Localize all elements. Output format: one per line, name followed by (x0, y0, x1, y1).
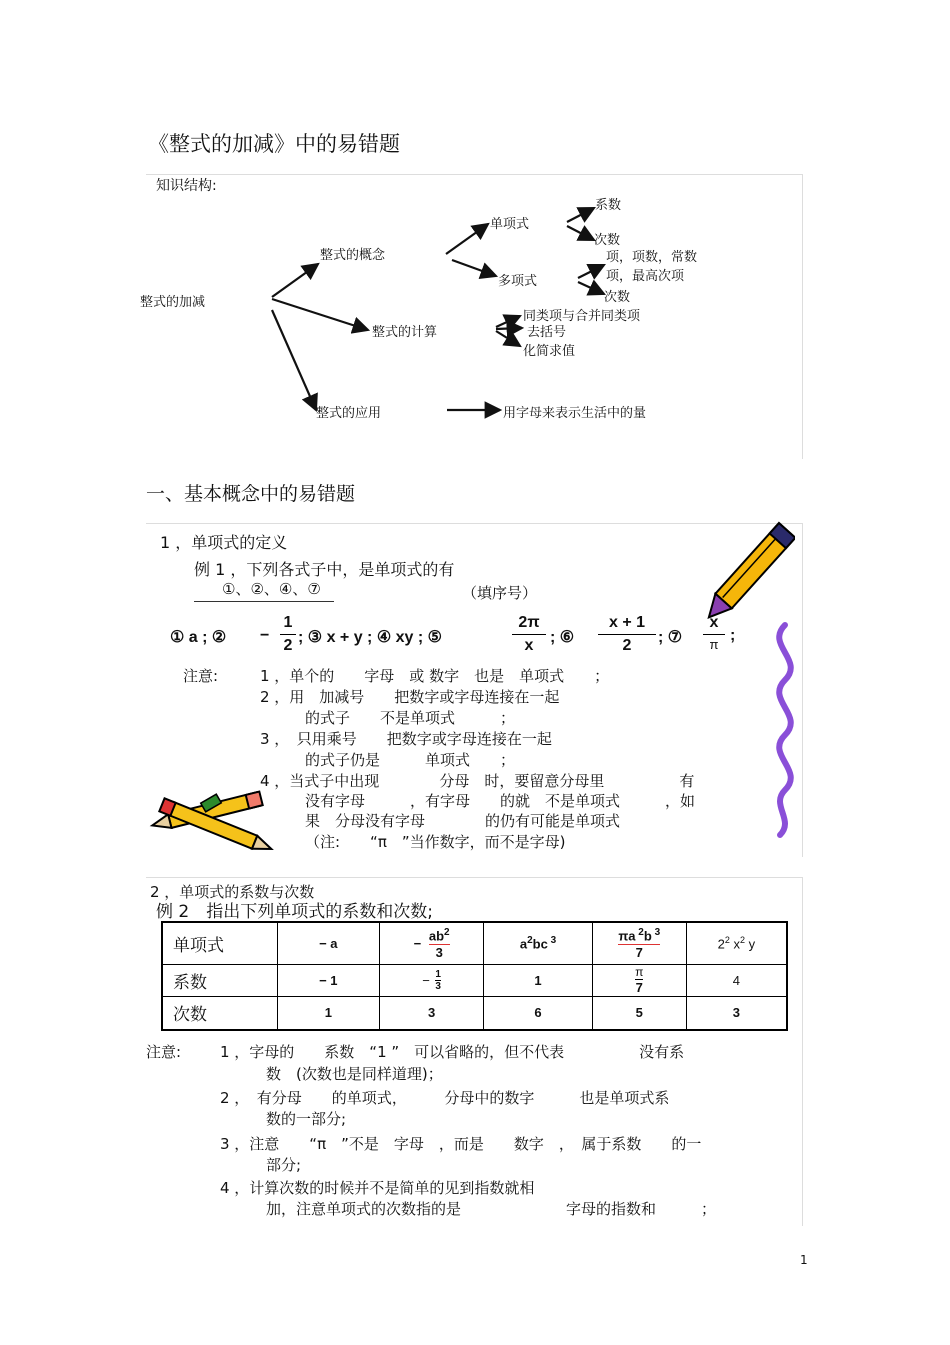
cell-monomial-4: $\frac{\pi a ^2b ^3}{7}$ (592, 922, 686, 964)
cell-degree-3: 6 (484, 996, 592, 1030)
expr-6-den: 2 (622, 637, 632, 654)
q2-note: 2 ， 有分母 的单项式， 分母中的数字 也是单项式系 (220, 1089, 670, 1107)
arrow-concept-mono (446, 224, 488, 254)
fraction-bar (512, 634, 546, 635)
q1-note-label: 注意: (183, 667, 219, 685)
node-polynomial: 多项式 (498, 274, 538, 289)
arrow-poly-terms (578, 265, 604, 278)
arrow-poly-deg (578, 282, 604, 294)
arrow-root-app (272, 310, 316, 410)
arrow-root-calc (272, 299, 368, 330)
monomial-table (161, 921, 788, 1031)
q1-note: （注: “π ”当作数字，而不是字母) (305, 833, 566, 851)
q1-fill-hint: （填序号） (462, 584, 538, 602)
expr-end: ; (730, 627, 736, 644)
page-number: 1 (800, 1253, 808, 1267)
cell-degree-5: 3 (686, 996, 787, 1030)
expr-3-5: ; ③ x + y ; ④ xy ; ⑤ (298, 629, 442, 646)
cell-monomial-2: − $\frac{ab^2}{3}$ (379, 922, 483, 964)
row-label: 单项式 (162, 922, 277, 964)
q2-example: 例 2 指出下列单项式的系数和次数; (156, 902, 433, 922)
cell-coef-4: $\frac{\pi}{7}$ (592, 964, 686, 996)
q1-note: 4 ，当式子中出现 分母 时，要留意分母里 有 (260, 772, 695, 790)
squiggle-clipart-icon (760, 620, 810, 840)
fraction-bar (280, 634, 296, 635)
expr-7-den: π (709, 637, 719, 652)
node-like-terms: 同类项与合并同类项 (523, 309, 641, 324)
q2-note: 数的一部分; (266, 1110, 347, 1128)
node-application: 整式的应用 (316, 406, 382, 421)
page-title: 《整式的加减》中的易错题 (148, 132, 400, 156)
arrow-calc-brackets (496, 328, 522, 329)
node-terms1: 项，项数，常数 (606, 250, 698, 265)
cell-degree-4: 5 (592, 996, 686, 1030)
cell-degree-1: 1 (277, 996, 379, 1030)
cell-coef-2: − $\frac{1}{3}$ (379, 964, 483, 996)
expr-2-den: 2 (283, 637, 293, 654)
q1-answer: ①、②、④、⑦ (222, 580, 321, 598)
node-terms2: 项，最高次项 (606, 269, 685, 284)
q2-note: 4 ，计算次数的时候并不是简单的见到指数就相 (220, 1179, 535, 1197)
expr-6-fraction (598, 614, 656, 655)
node-monomial: 单项式 (490, 217, 530, 232)
node-degree2: 次数 (604, 290, 631, 305)
expr-1-2: ① a ; ② (170, 629, 227, 646)
q1-note: 1 ，单个的 字母 或 数字 也是 单项式 ； (260, 667, 610, 685)
row-label: 次数 (162, 996, 277, 1030)
knowledge-label: 知识结构: (156, 178, 217, 194)
q1-note: 的式子仍是 单项式 ； (305, 751, 516, 769)
expr-6-num: x + 1 (608, 614, 646, 631)
q2-heading: 2 ，单项式的系数与次数 (150, 883, 315, 901)
section-heading: 一、基本概念中的易错题 (146, 483, 356, 505)
fraction-bar (703, 634, 725, 635)
arrow-concept-poly (452, 260, 496, 276)
cell-coef-5: 4 (686, 964, 787, 996)
cell-degree-2: 3 (379, 996, 483, 1030)
q2-note-label: 注意: (146, 1043, 182, 1061)
q1-note: 没有字母 ，有字母 的就 不是单项式 ，如 (305, 792, 696, 810)
cell-monomial-5: $2^2$ $x^2$ y (686, 922, 787, 964)
q2-note: 部分; (266, 1156, 302, 1174)
arrow-calc-simplify (496, 331, 520, 346)
cell-monomial-3: $a^2bc$ $^3$ (484, 922, 592, 964)
q2-note: 1 ，字母的 系数 “1 ” 可以省略的，但不代表 没有系 (220, 1043, 685, 1061)
arrow-mono-deg (567, 226, 594, 240)
q2-note: 数 (次数也是同样道理)； (266, 1065, 443, 1083)
expr-2-minus: − (260, 627, 270, 644)
q1-note: 果 分母没有字母 的仍有可能是单项式 (305, 812, 621, 830)
q1-answer-underline (194, 601, 334, 602)
cell-monomial-1: − a (277, 922, 379, 964)
q1-note: 的式子 不是单项式 ； (305, 709, 516, 727)
node-root: 整式的加减 (140, 295, 206, 310)
cell-coef-1: − 1 (277, 964, 379, 996)
q1-note: 2 ，用 加减号 把数字或字母连接在一起 (260, 688, 560, 706)
arrow-mono-coef (567, 208, 594, 222)
arrow-root-concept (272, 264, 318, 297)
expr-5-num: 2π (518, 614, 540, 631)
q1-example: 例 1 ，下列各式子中，是单项式的有 (194, 560, 455, 579)
table-row (162, 996, 787, 1030)
expr-5-fraction (512, 614, 546, 655)
crossed-pencils-clipart-icon (142, 790, 282, 860)
fraction-bar (598, 634, 656, 635)
expr-2-num: 1 (283, 614, 293, 631)
row-label: 系数 (162, 964, 277, 996)
arrow-calc-like (496, 316, 520, 327)
table-row (162, 922, 787, 964)
expr-6-pre: ; ⑥ (550, 629, 575, 646)
q2-note: 3 ，注意 “π ”不是 字母 ，而是 数字 ， 属于系数 的一 (220, 1135, 702, 1153)
node-concept: 整式的概念 (320, 248, 386, 263)
knowledge-diagram (0, 0, 950, 460)
expr-7-pre: ; ⑦ (658, 629, 683, 646)
q2-note: 加，注意单项式的次数指的是 字母的指数和 ； (266, 1200, 717, 1218)
cell-coef-3: 1 (484, 964, 592, 996)
node-simplify: 化简求值 (523, 344, 576, 359)
table-row (162, 964, 787, 996)
q1-heading: 1 ，单项式的定义 (160, 533, 288, 552)
node-degree1: 次数 (594, 233, 621, 248)
expr-7-num: x (709, 614, 719, 631)
node-coef: 系数 (595, 198, 622, 213)
expr-5-den: x (524, 637, 534, 654)
node-app-desc: 用字母来表示生活中的量 (503, 406, 647, 421)
expr-2-fraction (280, 614, 296, 655)
node-brackets: 去括号 (527, 325, 567, 340)
node-calc: 整式的计算 (372, 325, 438, 340)
q1-note: 3 ， 只用乘号 把数字或字母连接在一起 (260, 730, 552, 748)
pencil-clipart-icon (700, 520, 795, 630)
